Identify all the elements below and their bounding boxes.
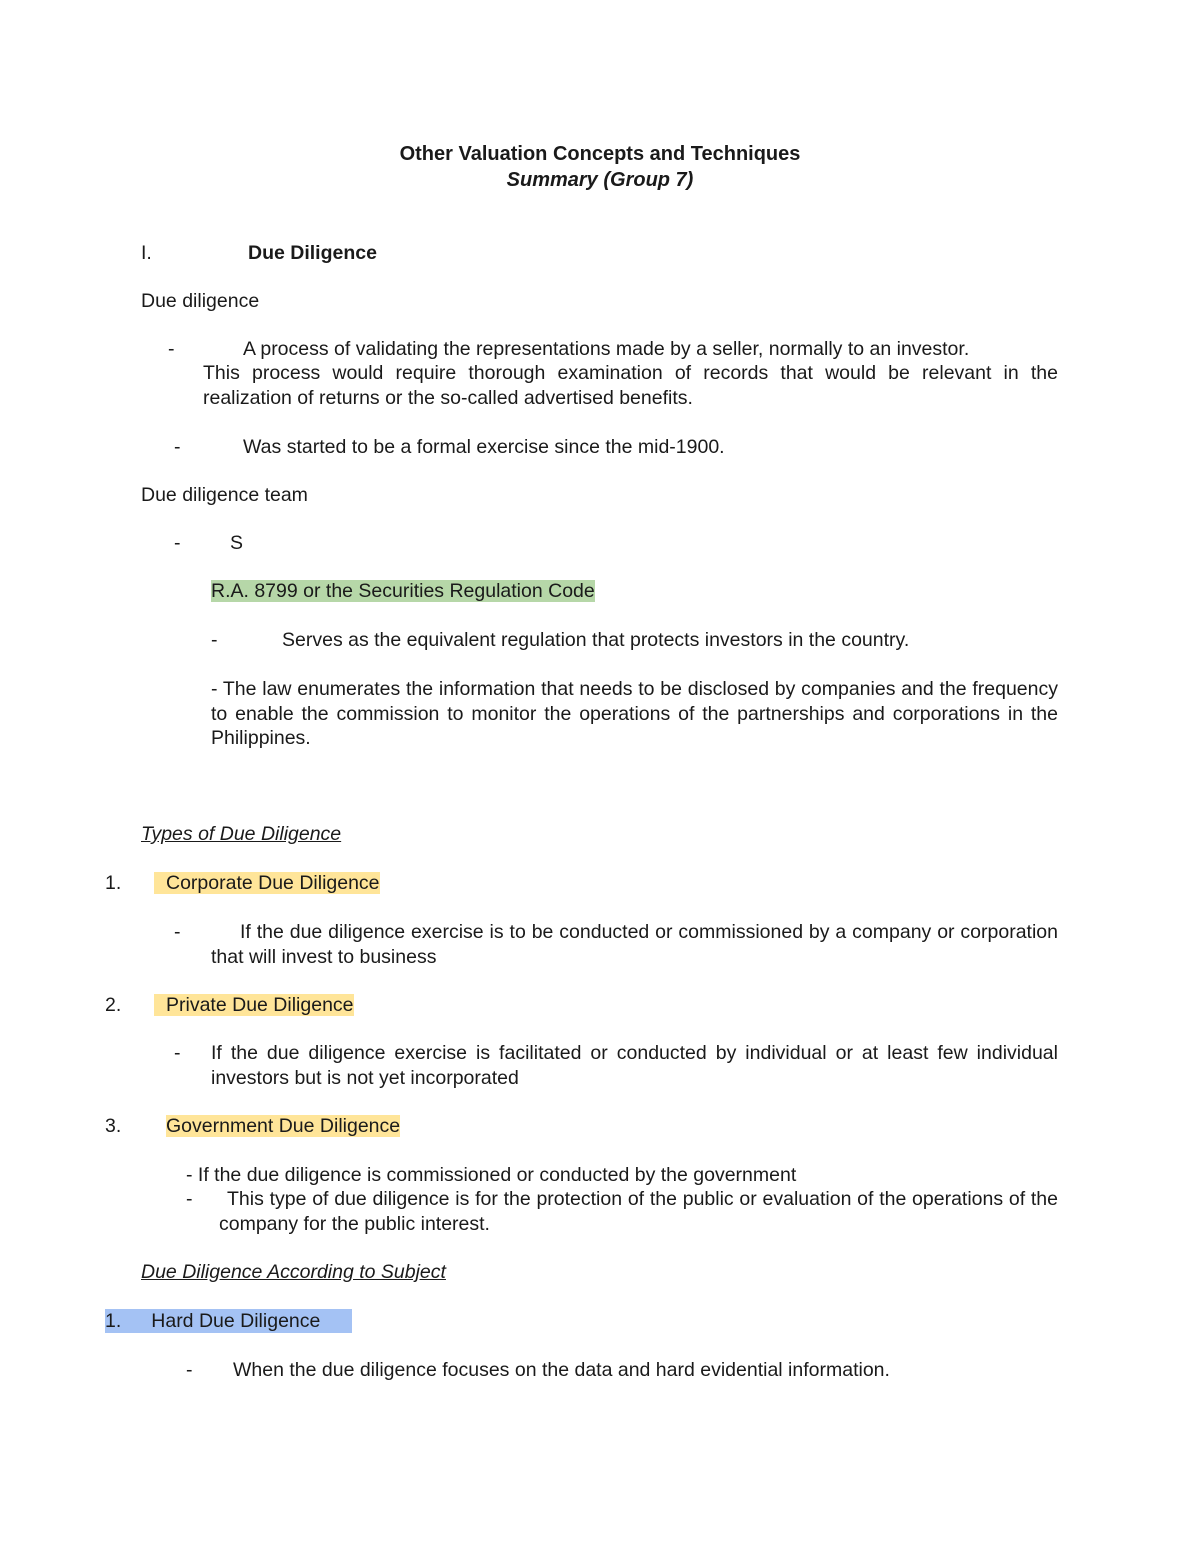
bullet-dash: - <box>174 1042 181 1064</box>
bullet-dash: - <box>174 921 181 943</box>
bullet-dash: - <box>174 532 181 554</box>
ra-bullet-regulation: Serves as the equivalent regulation that protects investors in the country. <box>282 629 910 651</box>
bullet-dash: - <box>186 1359 193 1381</box>
subheading-due-diligence: Due diligence <box>141 290 260 312</box>
type-government <box>166 1114 400 1138</box>
bullet-dash: - <box>186 1188 193 1210</box>
types-heading: Types of Due Diligence <box>141 823 342 845</box>
bullet-definition-continued: This process would require thorough examination of records that would be relevant in the realization of returns or the so-called advertised benefits. <box>203 362 1058 409</box>
type-number: 1. <box>105 872 122 894</box>
type-private <box>154 993 354 1017</box>
subject-hard-desc: When the due diligence focuses on the data and hard evidential information. <box>233 1359 890 1381</box>
subject-hard-row <box>105 1309 352 1333</box>
subject-number: 1. <box>105 1310 122 1332</box>
subject-hard-highlight <box>105 1309 352 1333</box>
type-corporate <box>154 871 380 895</box>
type-number: 2. <box>105 994 122 1016</box>
type-corporate-desc: If the due diligence exercise is to be conducted or commissioned by a company or corporation that will invest to business <box>211 921 1058 968</box>
bullet-history: Was started to be a formal exercise since the mid-1900. <box>243 436 725 458</box>
bullet-definition-first-line: A process of validating the representations made by a seller, normally to an investor. <box>243 338 970 360</box>
bullet-dash: - <box>174 436 181 458</box>
type-government-desc2: This type of due diligence is for the protection of the public or evaluation of the operations of the company for the public interest. <box>219 1188 1058 1235</box>
bullet-dash: - <box>168 338 175 360</box>
type-private-label: Private Due Diligence <box>154 994 354 1016</box>
ra-heading <box>211 579 595 603</box>
subheading-due-diligence-team: Due diligence team <box>141 484 308 506</box>
bullet-dash: - <box>211 629 218 651</box>
ra-bullet-law: - The law enumerates the information that needs to be disclosed by companies and the frequency to enable the commission to monitor the operations of the partnerships and corporations in the Philippines. <box>211 678 1058 749</box>
type-corporate-label: Corporate Due Diligence <box>154 872 380 894</box>
type-private-desc: If the due diligence exercise is facilitated or conducted by individual or at least few individual investors but is not yet incorporated <box>211 1042 1058 1089</box>
type-government-label: Government Due Diligence <box>166 1115 401 1137</box>
document-title: Other Valuation Concepts and Techniques <box>399 143 801 165</box>
type-government-desc1: - If the due diligence is commissioned or conducted by the government <box>186 1164 797 1186</box>
type-number: 3. <box>105 1115 122 1137</box>
document-subtitle: Summary (Group 7) <box>506 169 694 191</box>
subject-heading: Due Diligence According to Subject <box>141 1261 446 1283</box>
bullet-team: S <box>230 532 244 554</box>
ra-heading-highlight: R.A. 8799 or the Securities Regulation Code <box>211 580 595 602</box>
section-numeral: I. <box>141 242 152 264</box>
section-heading: Due Diligence <box>248 242 377 264</box>
subject-hard-label: Hard Due Diligence <box>151 1310 321 1332</box>
